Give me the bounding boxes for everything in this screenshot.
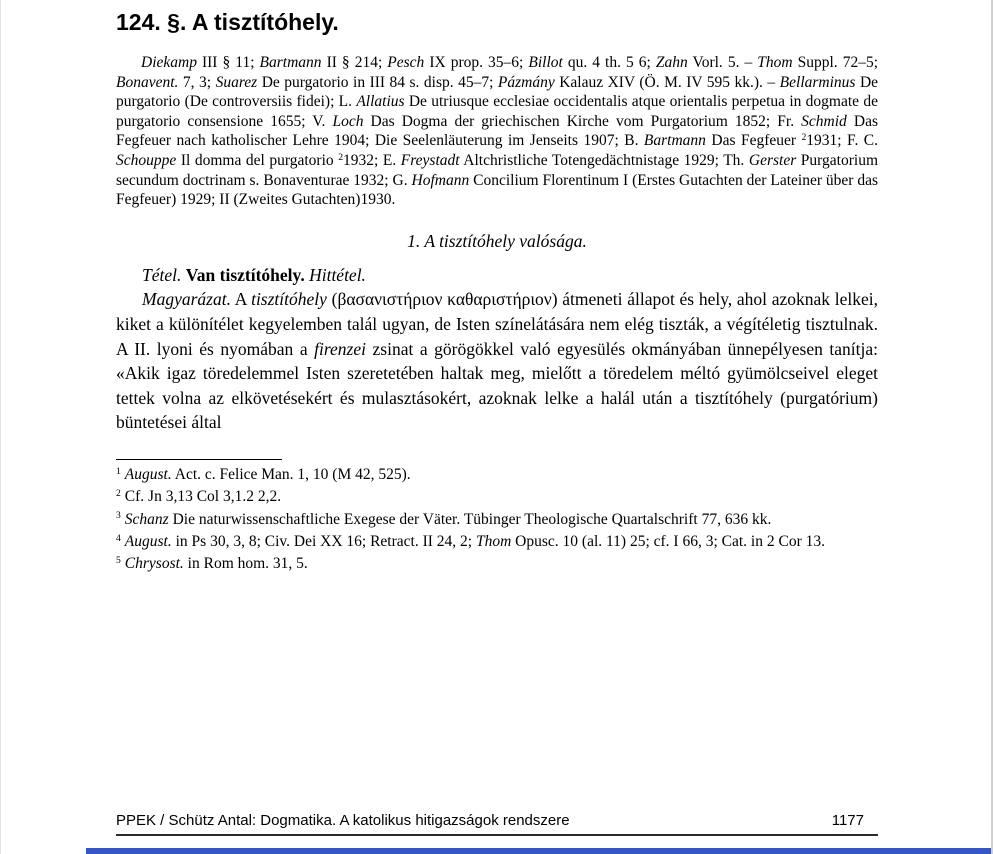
footer-title: PPEK / Schütz Antal: Dogmatika. A katolikus hitigazságok rendszere	[116, 812, 570, 829]
footnote-item: $^2$ Cf. Jn 3,13 Col 3,1.2 2,2.	[116, 487, 282, 506]
footnote-number: 1	[116, 465, 121, 477]
footnote-number: 4	[116, 532, 121, 544]
footnote-item: $^3$ Schanz Die naturwissenschaftliche Exegese der Väter. Tübinger Theologische Quartalschrift 77, 636 kk.	[116, 510, 772, 528]
section-heading: 124. §. A tisztítóhely.	[116, 9, 339, 35]
bottom-window-edge-bar	[86, 848, 993, 854]
footnote-number: 2	[116, 487, 121, 499]
footnote-item: $^5$ Chrysost. in Rom hom. 31, 5.	[116, 554, 308, 573]
footnote-number: 5	[116, 554, 121, 566]
footer-page-number: 1177	[831, 812, 864, 829]
footnotes-block	[116, 464, 878, 575]
thesis-paragraph: Tétel. Van tisztítóhely. Hittétel.	[142, 264, 366, 285]
explanation-paragraph: Magyarázat. A tisztítóhely (βασανιστήριον καθαριστήριον) átmeneti állapot és hely, ahol azoknak lelkei, kiket a különítélet kegyelemben talál ugyan, de Isten színelátására nem elég tiszták, a végítéletig tisztulnak. A II. lyoni és nyomában a firenzei zsinat a görögökkel való egyesülés okmányában ünnepélyesen tanítja: «Akik igaz töredelemmel Isten szeretetében haltak meg, mielőtt a töredelem méltó gyümölcseivel eleget tettek volna az elkövetésekért és mulasztásokért, azoknak lelke a halál után a tisztítóhely (purgatórium) büntetései által	[116, 289, 878, 433]
subsection-heading: 1. A tisztítóhely valósága.	[407, 230, 587, 251]
page-footer	[116, 812, 878, 836]
page-content	[116, 0, 878, 575]
footnote-item: $^4$ August. in Ps 30, 3, 8; Civ. Dei XX 16; Retract. II 24, 2; Thom Opusc. 10 (al. 11) 25; cf. I 66, 3; Cat. in 2 Cor 13.	[116, 532, 825, 550]
footnote-number: 3	[116, 510, 121, 522]
footnote-separator-rule	[116, 459, 282, 460]
bibliography-paragraph: Diekamp III § 11; Bartmann II § 214; Pesch IX prop. 35–6; Billot qu. 4 th. 5 6; Zahn Vorl. 5. – Thom Suppl. 72–5; Bonavent. 7, 3; Suarez De purgatorio in III 84 s. disp. 45–7; Pázmány Kalauz XIV (Ö. M. IV 595 kk.). – Bellarminus De purgatorio (De controversiis fidei); L. Allatius De utriusque ecclesiae occidentalis atque orientalis perpetua in dogmate de purgatorio consensione 1655; V. Loch Das Dogma der griechischen Kirche vom Purgatorium 1852; Fr. Schmid Das Fegfeuer nach katholischer Lehre 1904; Die Seelenläuterung im Jenseits 1907; B. Bartmann Das Fegfeuer $^2$1931; F. C. Schouppe Il domma del purgatorio $^2$1932; E. Freystadt Altchristliche Totengedächtnistage 1929; Th. Gerster Purgatorium secundum doctrinam s. Bonaventurae 1932; G. Hofmann Concilium Florentinum I (Erstes Gutachten der Lateiner über das Fegfeuer) 1929; II (Zweites Gutachten)1930.	[116, 54, 879, 209]
footnote-item: $^1$ August. Act. c. Felice Man. 1, 10 (M 42, 525).	[116, 465, 411, 483]
